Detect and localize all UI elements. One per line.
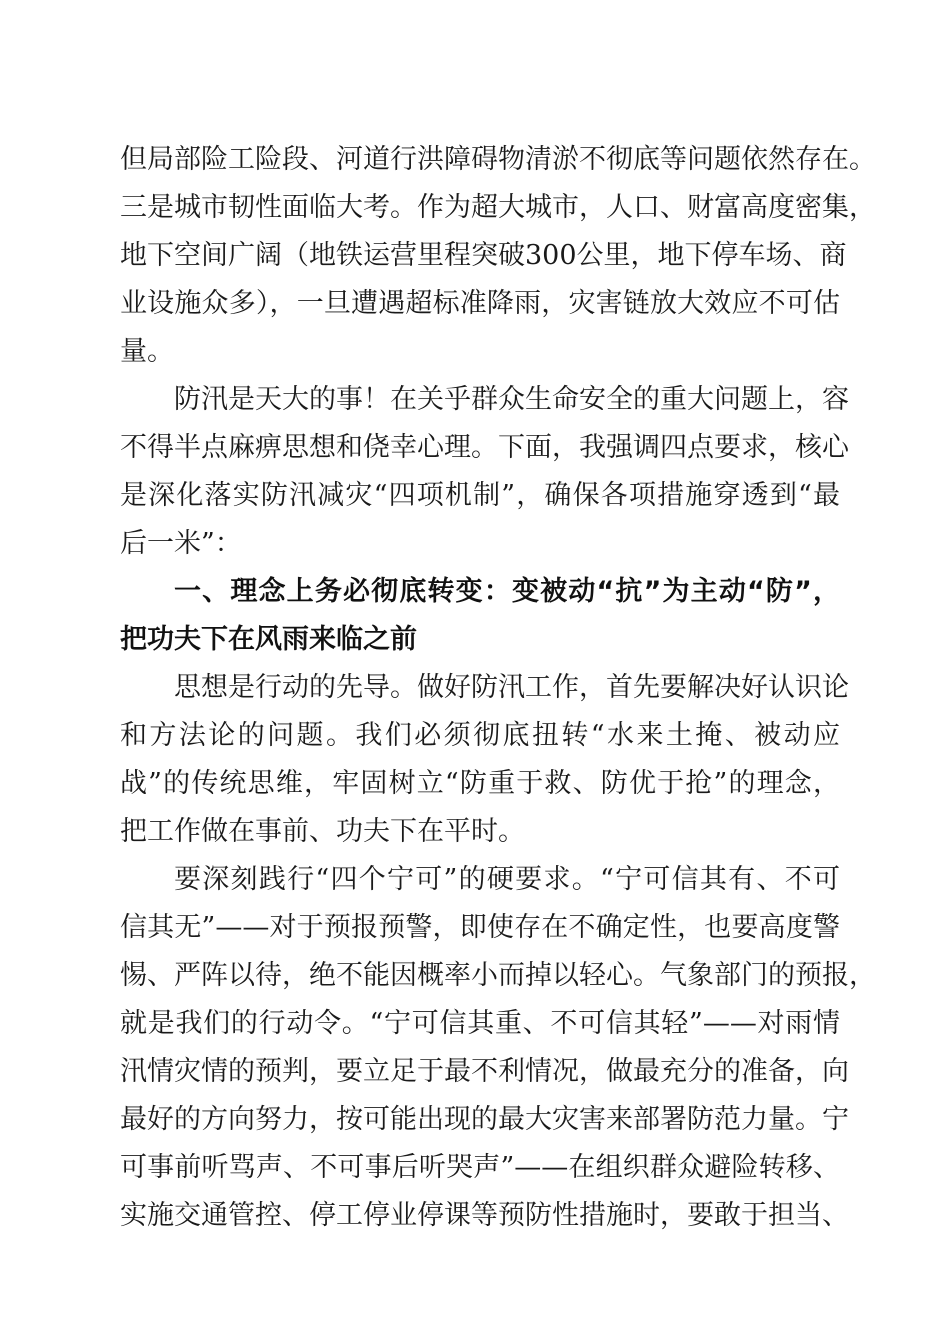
text-line: 三是城市韧性面临大考。作为超大城市，人口、财富高度密集， — [120, 192, 876, 223]
text-line: 最好的方向努力，按可能出现的最大灾害来部署防范力量。宁 — [120, 1104, 849, 1135]
paragraph-first-line: 防汛是天大的事！在关乎群众生命安全的重大问题上，容 — [174, 384, 849, 415]
text-line: 后一米”： — [120, 528, 242, 559]
text-line: 就是我们的行动令。“宁可信其重、不可信其轻”——对雨情 — [120, 1008, 840, 1039]
text-line: 量。 — [120, 336, 174, 367]
paragraph-first-line: 思想是行动的先导。做好防汛工作，首先要解决好认识论 — [174, 672, 849, 703]
paragraph-first-line: 要深刻践行“四个宁可”的硬要求。“宁可信其有、不可 — [174, 864, 840, 895]
text-line: 和方法论的问题。我们必须彻底扭转“水来土掩、被动应 — [120, 720, 840, 751]
text-line: 战”的传统思维，牢固树立“防重于救、防优于抢”的理念， — [120, 768, 840, 799]
text-line: 实施交通管控、停工停业停课等预防性措施时，要敢于担当、 — [120, 1200, 849, 1231]
text-line: 不得半点麻痹思想和侥幸心理。下面，我强调四点要求，核心 — [120, 432, 849, 463]
section-heading: 一、理念上务必彻底转变：变被动“抗”为主动“防”， — [174, 576, 840, 607]
text-line: 地下空间广阔（地铁运营里程突破300公里，地下停车场、商 — [120, 240, 847, 271]
text-line: 业设施众多），一旦遭遇超标准降雨，灾害链放大效应不可估 — [120, 288, 840, 319]
section-heading: 把功夫下在风雨来临之前 — [120, 624, 417, 655]
text-line: 但局部险工险段、河道行洪障碍物清淤不彻底等问题依然存在。 — [120, 144, 876, 175]
text-line: 是深化落实防汛减灾“四项机制”，确保各项措施穿透到“最 — [120, 480, 840, 511]
text-line: 惕、严阵以待，绝不能因概率小而掉以轻心。气象部门的预报， — [120, 960, 876, 991]
text-line: 可事前听骂声、不可事后听哭声”——在组织群众避险转移、 — [120, 1152, 840, 1183]
text-line: 汛情灾情的预判，要立足于最不利情况，做最充分的准备，向 — [120, 1056, 849, 1087]
text-line: 把工作做在事前、功夫下在平时。 — [120, 816, 525, 847]
text-line: 信其无”——对于预报预警，即使存在不确定性，也要高度警 — [120, 912, 840, 943]
